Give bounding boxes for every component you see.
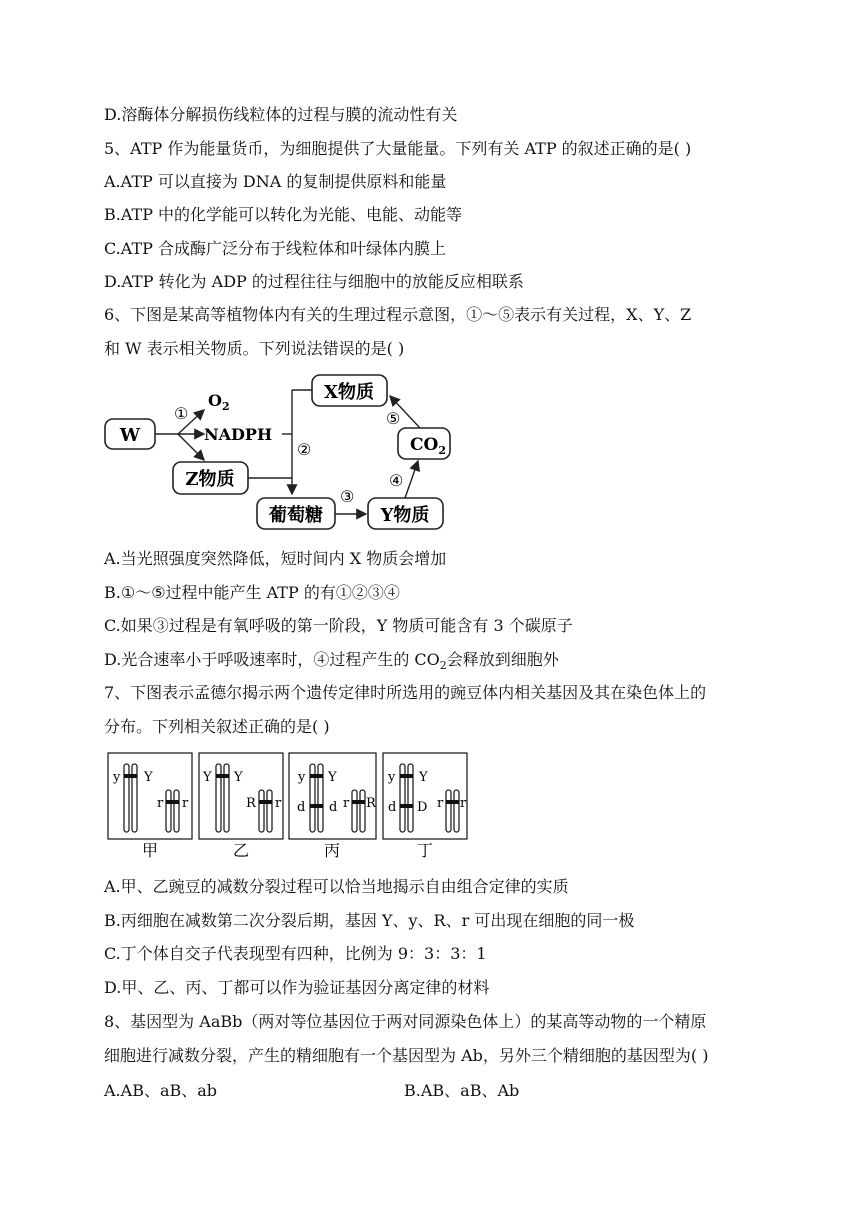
question-6-line1: 6、下图是某高等植物体内有关的生理过程示意图，①～⑤表示有关过程，X、Y、Z xyxy=(104,305,692,324)
question-8-line2: 细胞进行减数分裂，产生的精细胞有一个基因型为 Ab，另外三个精细胞的基因型为( ) xyxy=(104,1046,709,1065)
step-4-label: ④ xyxy=(389,471,404,490)
yi-gene-Y2: Y xyxy=(234,770,243,785)
q6-option-b: B.①～⑤过程中能产生 ATP 的有①②③④ xyxy=(104,583,400,602)
bing-gene-Y: Y xyxy=(328,770,337,785)
step-2-label: ② xyxy=(297,440,312,459)
yi-gene-R: R xyxy=(246,796,256,811)
glucose-label: 葡萄糖 xyxy=(269,505,323,526)
x-substance-label: X物质 xyxy=(324,382,374,403)
q8-option-a: A.AB、aB、ab xyxy=(104,1081,218,1100)
yi-gene-Y1: Y xyxy=(203,770,212,785)
process-diagram-q6 xyxy=(100,370,460,535)
q5-option-d: D.ATP 转化为 ADP 的过程往往与细胞中的放能反应相联系 xyxy=(104,272,524,291)
q5-option-c: C.ATP 合成酶广泛分布于线粒体和叶绿体内膜上 xyxy=(104,239,446,258)
jia-gene-Y: Y xyxy=(144,770,153,785)
q7-option-a: A.甲、乙豌豆的减数分裂过程可以恰当地揭示自由组合定律的实质 xyxy=(104,877,569,896)
q6-option-a: A.当光照强度突然降低，短时间内 X 物质会增加 xyxy=(104,549,447,568)
question-5: 5、ATP 作为能量货币，为细胞提供了大量能量。下列有关 ATP 的叙述正确的是( ) xyxy=(104,139,692,158)
step-1-label: ① xyxy=(174,404,189,423)
q5-option-b: B.ATP 中的化学能可以转化为光能、电能、动能等 xyxy=(104,205,463,224)
bing-gene-d1: d xyxy=(297,800,306,815)
q7-option-d: D.甲、乙、丙、丁都可以作为验证基因分离定律的材料 xyxy=(104,978,490,997)
q8-option-b: B.AB、aB、Ab xyxy=(404,1081,520,1100)
ding-gene-y: y xyxy=(388,770,396,785)
y-substance-label: Y物质 xyxy=(380,505,430,526)
ding-gene-r1: r xyxy=(437,796,444,811)
question-8-line1: 8、基因型为 AaBb（两对等位基因位于两对同源染色体上）的某高等动物的一个精原 xyxy=(104,1012,707,1031)
question-6-line2: 和 W 表示相关物质。下列说法错误的是( ) xyxy=(104,339,405,358)
jia-gene-y: y xyxy=(113,770,121,785)
caption-jia: 甲 xyxy=(141,841,159,860)
q5-option-a: A.ATP 可以直接为 DNA 的复制提供原料和能量 xyxy=(104,172,447,191)
q6-option-d: D.光合速率小于呼吸速率时，④过程产生的 $CO_2$会释放到细胞外 xyxy=(104,650,559,673)
jia-gene-r1: r xyxy=(157,796,164,811)
option-d-q4: D.溶酶体分解损伤线粒体的过程与膜的流动性有关 xyxy=(104,105,458,124)
q7-option-b: B.丙细胞在减数第二次分裂后期，基因 Y、y、R、r 可出现在细胞的同一极 xyxy=(104,911,635,930)
z-substance-label: Z物质 xyxy=(185,469,235,490)
caption-bing: 丙 xyxy=(323,841,341,860)
bing-gene-d2: d xyxy=(329,800,338,815)
co2-label: $CO_2$ xyxy=(410,435,446,457)
jia-gene-r2: r xyxy=(182,796,189,811)
nadph-label: NADPH xyxy=(204,425,273,444)
q7-option-c: C.丁个体自交子代表现型有四种，比例为 9：3：3：1 xyxy=(104,944,487,963)
ding-gene-D: D xyxy=(417,800,428,815)
chromosome-diagram-q7 xyxy=(104,750,474,860)
step-5-label: ⑤ xyxy=(386,409,401,428)
caption-ding: 丁 xyxy=(416,841,434,860)
ding-gene-d: d xyxy=(388,800,397,815)
step-3-label: ③ xyxy=(340,487,355,506)
caption-yi: 乙 xyxy=(232,841,250,860)
bing-gene-R: R xyxy=(366,796,376,811)
q6-option-c: C.如果③过程是有氧呼吸的第一阶段，Y 物质可能含有 3 个碳原子 xyxy=(104,616,573,635)
ding-gene-r2: r xyxy=(460,796,467,811)
w-label: W xyxy=(119,425,141,446)
ding-gene-Y: Y xyxy=(419,770,428,785)
yi-gene-r: r xyxy=(275,796,282,811)
bing-gene-r: r xyxy=(343,796,350,811)
question-7-line1: 7、下图表示孟德尔揭示两个遗传定律时所选用的豌豆体内相关基因及其在染色体上的 xyxy=(104,683,707,702)
o2-label: $O_2$ xyxy=(208,391,230,413)
question-7-line2: 分布。下列相关叙述正确的是( ) xyxy=(104,717,330,736)
bing-gene-y: y xyxy=(298,770,306,785)
